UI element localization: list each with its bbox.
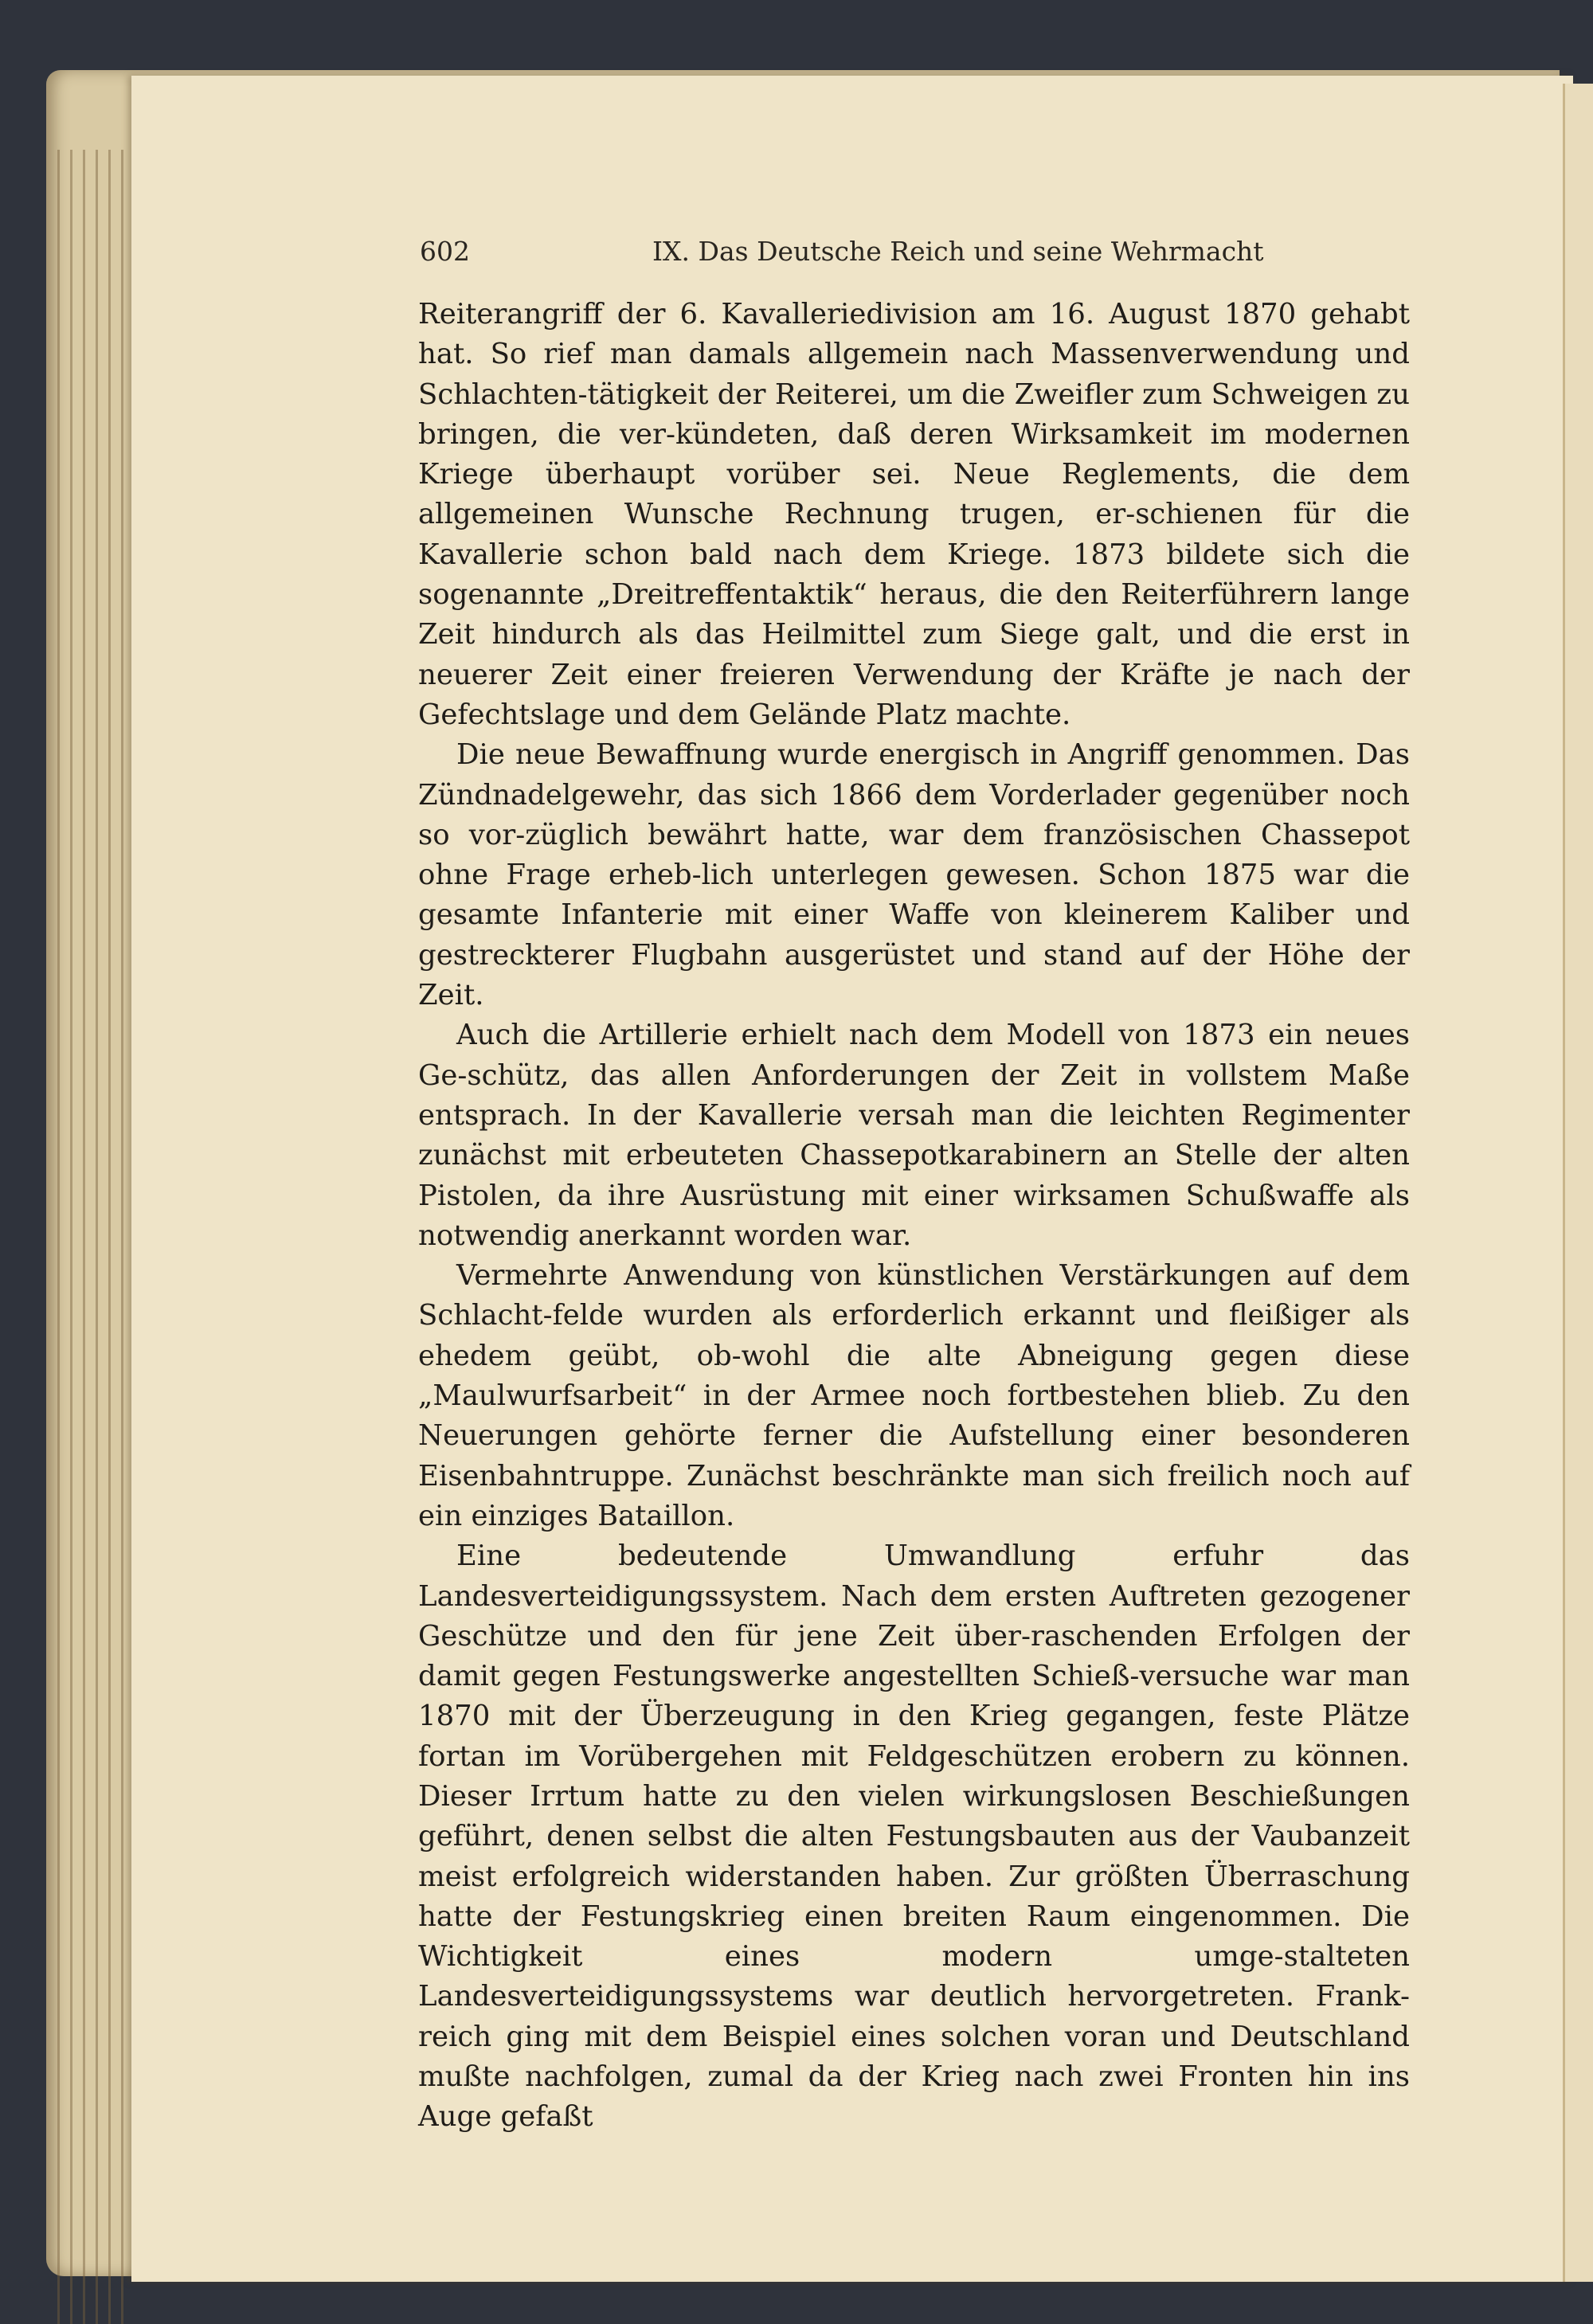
page-edge-line (121, 150, 123, 2324)
page-edge-line (83, 150, 85, 2324)
facing-page-edge (1563, 84, 1593, 2282)
paragraph-4: Vermehrte Anwendung von künstlichen Verstärkungen auf dem Schlacht-felde wurden als erforderlich erkannt und fleißiger als ehedem geübt, ob-wohl die alte Abneigung gegen diese „Maulwurfsarbeit“ in der Armee noch fortbestehen blieb. Zu den Neuerungen gehörte ferner die Aufstellung einer besonderen Eisenbahntruppe. Zunächst beschränkte man sich freilich noch auf ein einziges Bataillon. (418, 1259, 1410, 1532)
body-text (418, 295, 1410, 2138)
paragraph-3: Auch die Artillerie erhielt nach dem Modell von 1873 ein neues Ge-schütz, das allen Anforderungen der Zeit in vollstem Maße entsprach. In der Kavallerie versah man die leichten Regimenter zunächst mit erbeuteten Chassepotkarabinern an Stelle der alten Pistolen, da ihre Ausrüstung mit einer wirksamen Schußwaffe als notwendig anerkannt worden war. (418, 1019, 1410, 1252)
page-edge-line (108, 150, 111, 2324)
page-number: 602 (420, 236, 470, 267)
paragraph-1: Reiterangriff der 6. Kavalleriedivision am 16. August 1870 gehabt hat. So rief man damals allgemein nach Massenverwendung und Schlachten-tätigkeit der Reiterei, um die Zweifler zum Schweigen zu bringen, die ver-kündeten, daß deren Wirksamkeit im modernen Kriege überhaupt vorüber sei. Neue Reglements, die dem allgemeinen Wunsche Rechnung trugen, er-schienen für die Kavallerie schon bald nach dem Kriege. 1873 bildete sich die sogenannte „Dreitreffentaktik“ heraus, die den Reiterführern lange Zeit hindurch als das Heilmittel zum Siege galt, und die erst in neuerer Zeit einer freieren Verwendung der Kräfte je nach der Gefechtslage und dem Gelände Platz machte. (418, 298, 1410, 731)
paragraph-5: Eine bedeutende Umwandlung erfuhr das Landesverteidigungssystem. Nach dem ersten Auftreten gezogener Geschütze und den für jene Zeit über-raschenden Erfolgen der damit gegen Festungswerke angestellten Schieß-versuche war man 1870 mit der Überzeugung in den Krieg gegangen, feste Plätze fortan im Vorübergehen mit Feldgeschützen erobern zu können. Dieser Irrtum hatte zu den vielen wirkungslosen Beschießungen geführt, denen selbst die alten Festungsbauten aus der Vaubanzeit meist erfolgreich widerstanden haben. Zur größten Überraschung hatte der Festungskrieg einen breiten Raum eingenommen. Die Wichtigkeit eines modern umge-stalteten Landesverteidigungssystems war deutlich hervorgetreten. Frank-reich ging mit dem Beispiel eines solchen voran und Deutschland mußte nachfolgen, zumal da der Krieg nach zwei Fronten hin ins Auge gefaßt (418, 1540, 1410, 2134)
page-edge-line (96, 150, 98, 2324)
paragraph-2: Die neue Bewaffnung wurde energisch in Angriff genommen. Das Zündnadelgewehr, das sich 1866 dem Vorderlader gegenüber noch so vor-züglich bewährt hatte, war dem französischen Chassepot ohne Frage erheb-lich unterlegen gewesen. Schon 1875 war die gesamte Infanterie mit einer Waffe von kleinerem Kaliber und gestreckterer Flugbahn ausgerüstet und stand auf der Höhe der Zeit. (418, 738, 1410, 1012)
running-title: IX. Das Deutsche Reich und seine Wehrmacht (652, 236, 1264, 267)
page-edge-line (70, 150, 72, 2324)
page-edge-line (57, 150, 60, 2324)
page-header (420, 236, 1415, 272)
